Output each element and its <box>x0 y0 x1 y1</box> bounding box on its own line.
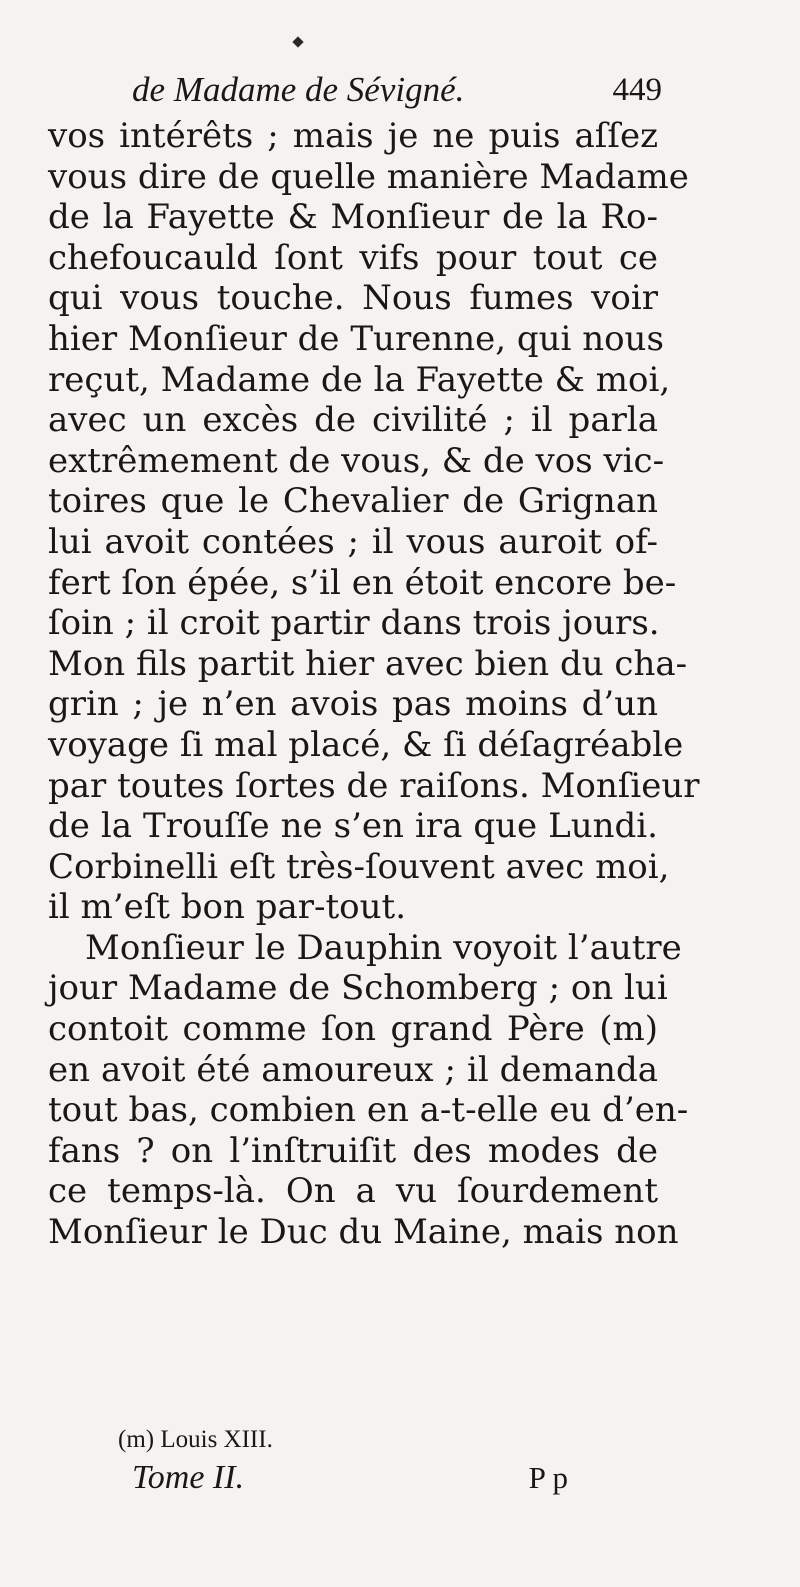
text-line: toires que le Chevalier de Grignan <box>48 481 658 522</box>
text-line: grin ; je n’en avois pas moins d’un <box>48 684 658 725</box>
text-line: fans ? on l’inſtruiſit des modes de <box>48 1130 658 1171</box>
text-line: en avoit été amoureux ; il demanda <box>48 1049 658 1090</box>
text-line: fert ſon épée, s’il en étoit encore be- <box>48 562 677 603</box>
footnote: (m) Louis XIII. <box>118 1426 273 1453</box>
text-line: Monſieur le Dauphin voyoit l’autre <box>85 927 682 968</box>
running-title: de Madame de Sévigné. <box>132 70 465 109</box>
text-line: Corbinelli eſt très-ſouvent avec moi, <box>48 846 670 887</box>
text-line: chefoucauld ſont vifs pour tout ce <box>48 237 658 278</box>
text-line: par toutes ſortes de raiſons. Monſieur <box>48 765 700 806</box>
text-line: tout bas, combien en a-t-elle eu d’en- <box>48 1090 689 1131</box>
text-line: avec un excès de civilité ; il parla <box>48 400 658 441</box>
text-line: lui avoit contées ; il vous auroit of- <box>48 521 658 562</box>
text-line: de la Trouſſe ne s’en ira que Lundi. <box>48 806 658 847</box>
text-line: vos intérêts ; mais je ne puis aſſez <box>48 116 658 156</box>
text-line: reçut, Madame de la Fayette & moi, <box>48 359 671 400</box>
signature-mark: P p <box>528 1460 568 1495</box>
text-line: ſoin ; il croit partir dans trois jours. <box>48 603 660 644</box>
text-line: extrêmement de vous, & de vos vic- <box>48 440 665 481</box>
printer-ornament-mark <box>292 36 303 47</box>
page-number: 449 <box>612 72 662 108</box>
text-line: ce temps-là. On a vu ſourdement <box>48 1171 658 1212</box>
text-line: vous dire de quelle manière Madame <box>48 156 689 197</box>
volume-label: Tome II. <box>132 1459 245 1496</box>
text-line: de la Fayette & Monſieur de la Ro- <box>48 197 658 238</box>
page-footer <box>132 1456 568 1500</box>
text-line: voyage ſi mal placé, & ſi déſagréable <box>48 724 684 765</box>
text-line: contoit comme ſon grand Père (m) <box>48 1009 658 1050</box>
text-line: Mon fils partit hier avec bien du cha- <box>48 643 688 684</box>
letter-body <box>48 116 700 1253</box>
text-line: jour Madame de Schomberg ; on lui <box>48 968 668 1009</box>
text-line: qui vous touche. Nous fumes voir <box>48 278 658 319</box>
text-line: il m’eſt bon par-tout. <box>48 887 406 928</box>
running-header <box>132 68 662 112</box>
text-line: hier Monſieur de Turenne, qui nous <box>48 318 664 359</box>
text-line: Monſieur le Duc du Maine, mais non <box>48 1212 679 1253</box>
